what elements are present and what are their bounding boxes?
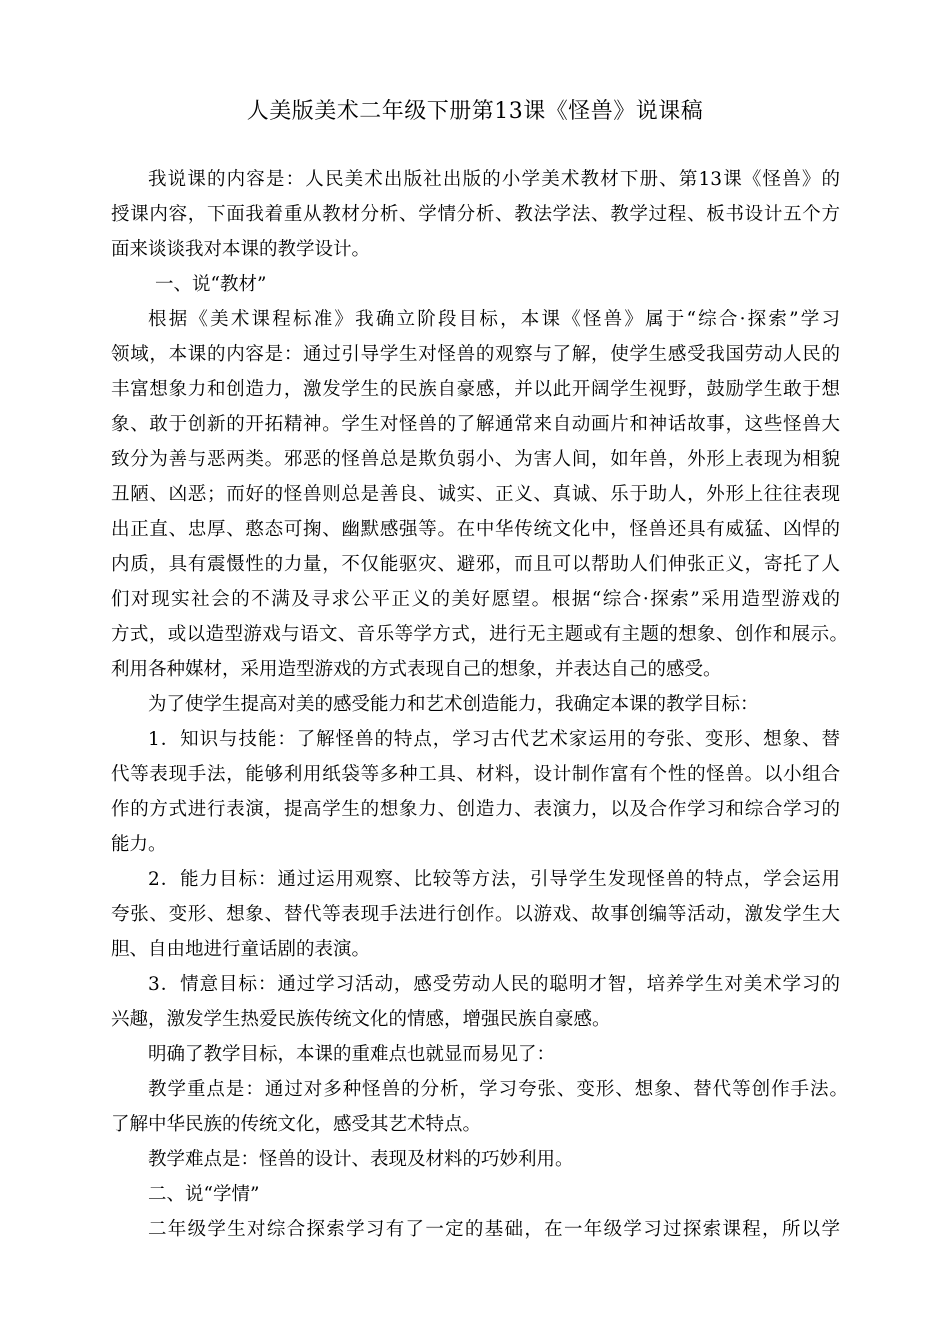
document-title: 人美版美术二年级下册第13课《怪兽》说课稿 [246, 99, 704, 124]
paragraph-line: 为了使学生提高对美的感受能力和艺术创造能力，我确定本课的教学目标： [148, 694, 759, 715]
paragraph-line: 3．情意目标：通过学习活动，感受劳动人民的聪明才智，培养学生对美术学习的 [148, 974, 840, 995]
section-heading: 一、说“教材” [155, 274, 267, 295]
paragraph-line: 丰富想象力和创造力，激发学生的民族自豪感，并以此开阔学生视野，鼓励学生敢于想 [111, 379, 840, 400]
paragraph-line: 夸张、变形、想象、替代等表现手法进行创作。以游戏、故事创编等活动，激发学生大 [111, 904, 840, 925]
paragraph-line: 2．能力目标：通过运用观察、比较等方法，引导学生发现怪兽的特点，学会运用 [148, 869, 840, 890]
paragraph-line: 致分为善与恶两类。邪恶的怪兽总是欺负弱小、为害人间，如年兽，外形上表现为相貌 [111, 449, 840, 470]
paragraph-line: 明确了教学目标，本课的重难点也就显而易见了： [148, 1044, 556, 1065]
paragraph-line: 面来谈谈我对本课的教学设计。 [111, 239, 371, 260]
paragraph-line: 作的方式进行表演，提高学生的想象力、创造力、表演力，以及合作学习和综合学习的 [111, 799, 840, 820]
paragraph-line: 出正直、忠厚、憨态可掬、幽默感强等。在中华传统文化中，怪兽还具有威猛、凶悍的 [111, 519, 840, 540]
paragraph-line: 教学难点是：怪兽的设计、表现及材料的巧妙利用。 [148, 1149, 574, 1170]
paragraph-line: 二年级学生对综合探索学习有了一定的基础，在一年级学习过探索课程，所以学 [148, 1219, 840, 1240]
paragraph-line: 领域，本课的内容是：通过引导学生对怪兽的观察与了解，使学生感受我国劳动人民的 [111, 344, 840, 365]
paragraph-line: 丑陋、凶恶；而好的怪兽则总是善良、诚实、正义、真诚、乐于助人，外形上往往表现 [111, 484, 840, 505]
paragraph-line: 根据《美术课程标准》我确立阶段目标，本课《怪兽》属于“综合·探索”学习 [148, 309, 840, 330]
paragraph-line: 兴趣，激发学生热爱民族传统文化的情感，增强民族自豪感。 [111, 1009, 611, 1030]
paragraph-line: 授课内容，下面我着重从教材分析、学情分析、教法学法、教学过程、板书设计五个方 [111, 204, 840, 225]
paragraph-line: 代等表现手法，能够利用纸袋等多种工具、材料，设计制作富有个性的怪兽。以小组合 [111, 764, 840, 785]
paragraph-line: 象、敢于创新的开拓精神。学生对怪兽的了解通常来自动画片和神话故事，这些怪兽大 [111, 414, 840, 435]
paragraph-line: 内质，具有震慑性的力量，不仅能驱灾、避邪，而且可以帮助人们伸张正义，寄托了人 [111, 554, 840, 575]
section-heading: 二、说“学情” [148, 1184, 260, 1205]
paragraph-line: 胆、自由地进行童话剧的表演。 [111, 939, 371, 960]
paragraph-line: 1．知识与技能：了解怪兽的特点，学习古代艺术家运用的夸张、变形、想象、替 [148, 729, 840, 750]
paragraph-line: 我说课的内容是：人民美术出版社出版的小学美术教材下册、第13课《怪兽》的 [148, 169, 840, 190]
paragraph-line: 能力。 [111, 834, 167, 855]
paragraph-line: 教学重点是：通过对多种怪兽的分析，学习夸张、变形、想象、替代等创作手法。 [148, 1079, 848, 1100]
paragraph-line: 了解中华民族的传统文化，感受其艺术特点。 [111, 1114, 482, 1135]
paragraph-line: 方式，或以造型游戏与语文、音乐等学方式，进行无主题或有主题的想象、创作和展示。 [111, 624, 848, 645]
paragraph-line: 们对现实社会的不满及寻求公平正义的美好愿望。根据“综合·探索”采用造型游戏的 [111, 589, 840, 610]
paragraph-line: 利用各种媒材，采用造型游戏的方式表现自己的想象，并表达自己的感受。 [111, 659, 722, 680]
